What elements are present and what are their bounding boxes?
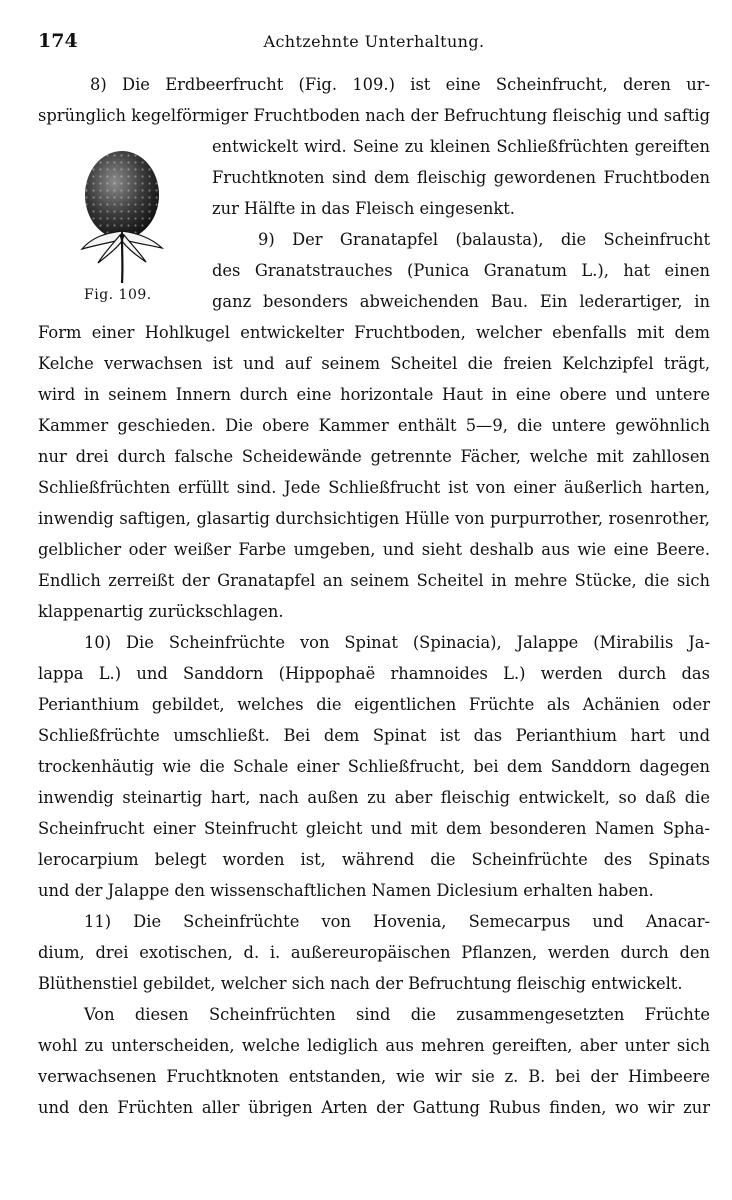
figure-caption: Fig. 109.: [84, 287, 152, 303]
text-line: Perianthium gebildet, welches die eigentlichen Früchte als Achänien oder: [38, 695, 710, 714]
text-line: 9) Der Granatapfel (balausta), die Scheinfrucht: [258, 230, 710, 249]
text-line: und den Früchten aller übrigen Arten der Gattung Rubus finden, wo wir zur: [38, 1098, 710, 1117]
text-line: 8) Die Erdbeerfrucht (Fig. 109.) ist eine Scheinfrucht, deren ur-: [90, 75, 710, 94]
text-line: Von diesen Scheinfrüchten sind die zusammengesetzten Früchte: [84, 1005, 710, 1024]
text-line: lappa L.) und Sanddorn (Hippophaë rhamnoides L.) werden durch das: [38, 664, 710, 683]
running-head: Achtzehnte Unterhaltung.: [263, 32, 485, 51]
text-line: wohl zu unterscheiden, welche lediglich aus mehren gereiften, aber unter sich: [38, 1036, 710, 1055]
text-line: Blüthenstiel gebildet, welcher sich nach der Befruchtung fleischig entwickelt.: [38, 974, 683, 993]
text-line: ganz besonders abweichenden Bau. Ein lederartiger, in: [212, 292, 710, 311]
text-line: wird in seinem Innern durch eine horizontale Haut in eine obere und untere: [38, 385, 710, 404]
text-line: 10) Die Scheinfrüchte von Spinat (Spinacia), Jalappe (Mirabilis Ja-: [84, 633, 710, 652]
text-line: lerocarpium belegt worden ist, während die Scheinfrüchte des Spinats: [38, 850, 710, 869]
text-line: Scheinfrucht einer Steinfrucht gleicht und mit dem besonderen Namen Spha-: [38, 819, 710, 838]
text-line: Kelche verwachsen ist und auf seinem Scheitel die freien Kelchzipfel trägt,: [38, 354, 710, 373]
text-line: inwendig saftigen, glasartig durchsichtigen Hülle von purpurrother, rosenrother,: [38, 509, 710, 528]
text-line: nur drei durch falsche Scheidewände getrennte Fächer, welche mit zahllosen: [38, 447, 710, 466]
text-line: Kammer geschieden. Die obere Kammer enthält 5—9, die untere gewöhnlich: [38, 416, 710, 435]
text-line: zur Hälfte in das Fleisch eingesenkt.: [212, 199, 515, 218]
text-line: dium, drei exotischen, d. i. außereuropäischen Pflanzen, werden durch den: [38, 943, 710, 962]
text-line: entwickelt wird. Seine zu kleinen Schließfrüchten gereiften: [212, 137, 710, 156]
text-line: Fruchtknoten sind dem fleischig gewordenen Fruchtboden: [212, 168, 710, 187]
text-line: Form einer Hohlkugel entwickelter Fruchtboden, welcher ebenfalls mit dem: [38, 323, 710, 342]
page-header: [38, 30, 710, 58]
text-line: Schließfrüchten erfüllt sind. Jede Schließfrucht ist von einer äußerlich harten,: [38, 478, 710, 497]
text-line: inwendig steinartig hart, nach außen zu aber fleischig entwickelt, so daß die: [38, 788, 710, 807]
text-line: trockenhäutig wie die Schale einer Schließfrucht, bei dem Sanddorn dagegen: [38, 757, 710, 776]
page-number: 174: [38, 30, 78, 52]
text-line: sprünglich kegelförmiger Fruchtboden nach der Befruchtung fleischig und saftig: [38, 106, 710, 125]
text-line: des Granatstrauches (Punica Granatum L.), hat einen: [212, 261, 710, 280]
strawberry-illustration: [76, 145, 168, 285]
text-line: klappenartig zurückschlagen.: [38, 602, 284, 621]
text-line: gelblicher oder weißer Farbe umgeben, und sieht deshalb aus wie eine Beere.: [38, 540, 710, 559]
text-line: verwachsenen Fruchtknoten entstanden, wie wir sie z. B. bei der Himbeere: [38, 1067, 710, 1086]
text-line: 11) Die Scheinfrüchte von Hovenia, Semecarpus und Anacar-: [84, 912, 710, 931]
text-line: und der Jalappe den wissenschaftlichen Namen Diclesium erhalten haben.: [38, 881, 654, 900]
text-line: Endlich zerreißt der Granatapfel an seinem Scheitel in mehre Stücke, die sich: [38, 571, 710, 590]
text-line: Schließfrüchte umschließt. Bei dem Spinat ist das Perianthium hart und: [38, 726, 710, 745]
